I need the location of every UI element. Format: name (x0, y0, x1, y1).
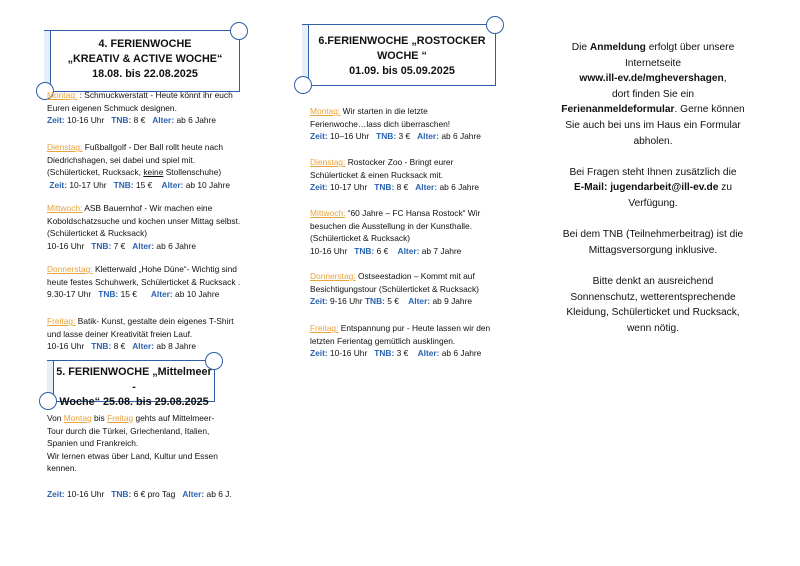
day-label: Dienstag: (47, 142, 83, 152)
week6-tuesday: Dienstag: Rostocker Zoo - Bringt eurer Schülerticket & einen Rucksack mit. Zeit: 10-17 Uhr TNB: 8 € Alter: ab 6 Jahre (310, 157, 480, 193)
email-link[interactable]: E-Mail: jugendarbeit@ill-ev.de (573, 182, 719, 194)
week4-wednesday: Mittwoch: ASB Bauernhof - Wir machen eine Koboldschatzsuche und kochen unser Mittag selbst. (Schülerticket & Rucksack) 10-16 Uhr TNB: 7 € Alter: ab 6 Jahre (47, 203, 241, 251)
day-label: Mittwoch: (310, 208, 346, 218)
week4-monday: Montag: : Schmuckwerstatt - Heute könnt ihr euch Euren eigenen Schmuck designen. Zeit: 10-16 Uhr TNB: 8 € Alter: ab 6 Jahre (47, 90, 233, 126)
day-label: Montag: (47, 90, 78, 100)
banner-curl (39, 392, 57, 410)
day-label: Dienstag: (310, 157, 346, 167)
day-label: Donnerstag: (47, 264, 93, 274)
week6-title-line3: 01.09. bis 05.09.2025 (349, 65, 455, 77)
day-label: Donnerstag: (310, 271, 356, 281)
day-label: Freitag: (310, 323, 339, 333)
week4-title-line2: „KREATIV & ACTIVE WOCHE“ (67, 53, 223, 65)
week6-title-line1: 6.FERIENWOCHE „ROSTOCKER (318, 35, 486, 47)
week5-title-line2: Woche“ 25.08. bis 29.08.2025 (59, 396, 209, 408)
week4-title-line1: 4. FERIENWOCHE (98, 38, 192, 50)
day-label: Freitag: (47, 316, 76, 326)
week6-title-line2: WOCHE “ (377, 50, 427, 62)
week6-friday: Freitag: Entspannung pur - Heute lassen wir den letzten Ferientag gemütlich ausklingen. Zeit: 10-16 Uhr TNB: 3 € Alter: ab 6 Jahre (310, 323, 491, 359)
day-label: Montag: (310, 106, 341, 116)
website-link[interactable]: www.ill-ev.de/mghevershagen (579, 73, 724, 85)
banner-curl (294, 76, 312, 94)
week4-tuesday: Dienstag: Fußballgolf - Der Ball rollt heute nach Diedrichshagen, sei dabei und spiel mit. (Schülerticket, Rucksack, keine Stollenschuhe) Zeit: 10-17 Uhr TNB: 15 € Alter: ab 10 Jahre (47, 142, 230, 190)
week5-title-line1: 5. FERIENWOCHE „Mittelmeer - (56, 366, 212, 393)
week6-thursday: Donnerstag: Ostseestadion – Kommt mit auf Besichtigungstour (Schülerticket & Rucksack) Zeit: 9-16 Uhr TNB: 5 € Alter: ab 9 Jahre (310, 271, 479, 307)
week4-friday: Freitag: Batik- Kunst, gestalte dein eigenes T-Shirt und lasse deiner Kreativität freien Lauf. 10-16 Uhr TNB: 8 € Alter: ab 8 Jahre (47, 316, 234, 352)
info-column: Die Anmeldung erfolgt über unsere Internetseite www.ill-ev.de/mghevershagen, dort finden Sie ein Ferienanmeldeformular. Gerne können Sie auch bei uns im Haus ein Formular abholen. Bei Fragen steht Ihnen zusätzlich die E-Mail: jugendarbeit@ill-ev.de zu Verfügung. Bei dem TNB (Teilnehmerbeitrag) ist die Mittagsversorgung inklusive. Bitte denkt an ausreichend Sonnenschutz, wetterentsprechende Kleidung, Schülerticket und Rucksack, wenn nötig. (561, 42, 745, 334)
week4-banner (44, 30, 240, 92)
week4-thursday: Donnerstag: Kletterwald „Hohe Düne“- Wichtig sind heute festes Schuhwerk, Schülerticket & Rucksack . 9.30-17 Uhr TNB: 15 € Alter: ab 10 Jahre (47, 264, 241, 300)
banner-curl (486, 16, 504, 34)
week6-monday: Montag: Wir starten in die letzte Ferienwoche…lass dich überraschen! Zeit: 10–16 Uhr TNB: 3 € Alter: ab 6 Jahre (310, 106, 481, 142)
week5-description: Von Montag bis Freitag gehts auf Mittelmeer- Tour durch die Türkei, Griechenland, Italien, Spanien und Frankreich. Wir lernen etwas über Land, Kultur und Essen kennen. Zeit: 10-16 Uhr TNB: 6 € pro Tag Alter: ab 6 J. (47, 413, 232, 499)
week6-banner (302, 24, 496, 86)
week6-wednesday: Mittwoch: “60 Jahre – FC Hansa Rostock“ Wir besuchen die Ausstellung in der Kunsthalle. (Schülerticket & Rucksack) 10-16 Uhr TNB: 6 € Alter: ab 7 Jahre (310, 208, 481, 256)
day-label: Mittwoch: (47, 203, 83, 213)
week5-banner (47, 360, 215, 408)
week4-title-line3: 18.08. bis 22.08.2025 (92, 68, 198, 80)
